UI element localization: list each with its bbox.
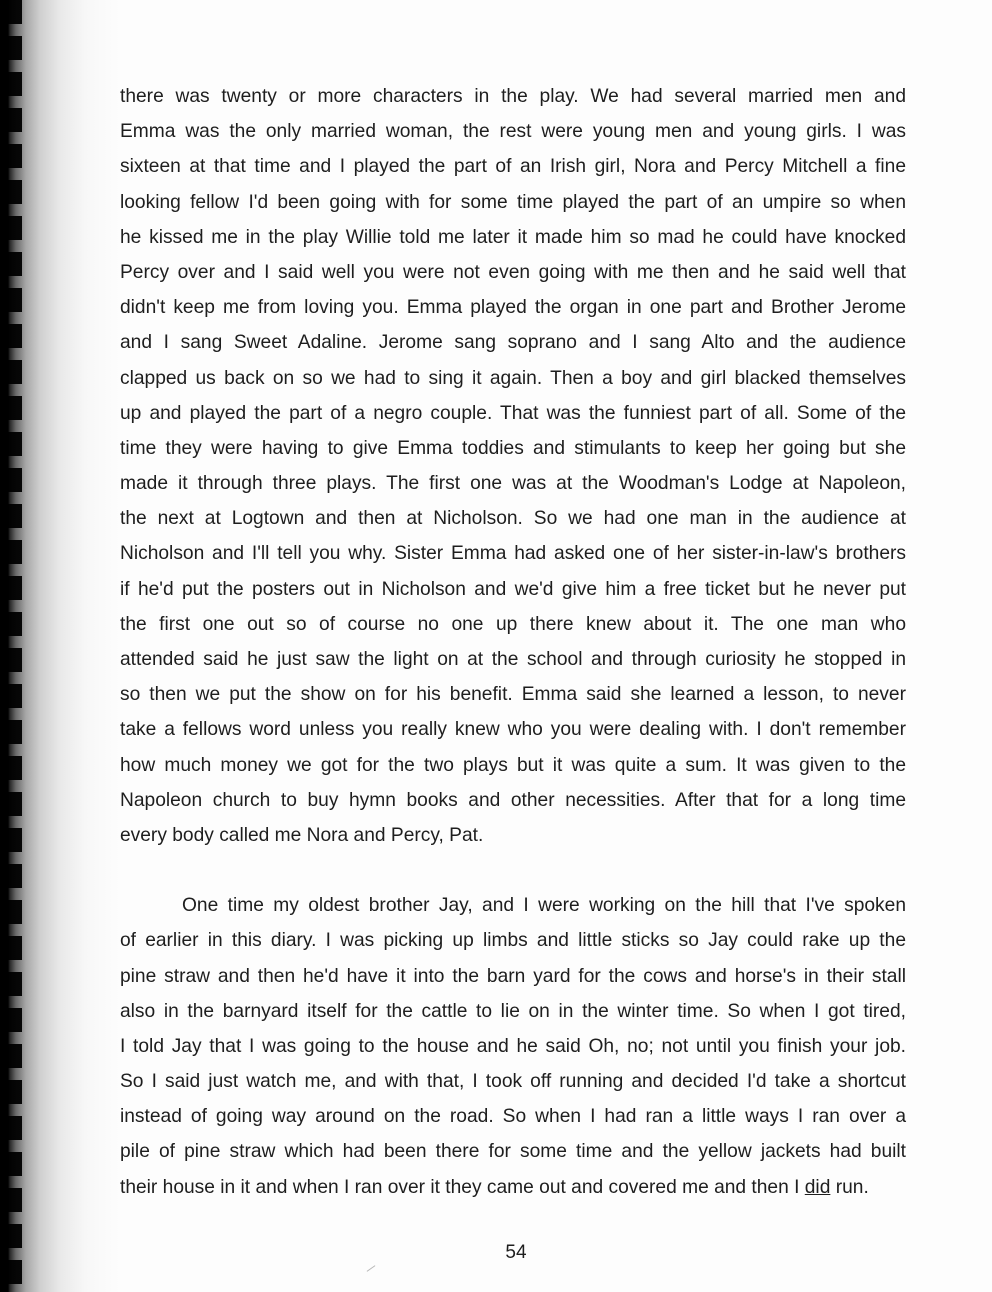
text-line: and I sang Sweet Adaline. Jerome sang soprano and I sang Alto and the audience xyxy=(120,332,906,354)
text-line: instead of going way around on the road. So when I had ran a little ways I ran over a xyxy=(120,1106,906,1128)
text-line: Nicholson and I'll tell you why. Sister Emma had asked one of her sister-in-law's brothers xyxy=(120,543,906,565)
text-line: of earlier in this diary. I was picking up limbs and little sticks so Jay could rake up the xyxy=(120,930,906,952)
body-text xyxy=(120,79,906,1205)
text-line: the next at Logtown and then at Nicholson. So we had one man in the audience at xyxy=(120,508,906,530)
text-line: looking fellow I'd been going with for some time played the part of an umpire so when xyxy=(120,191,906,213)
text-line: how much money we got for the two plays but it was quite a sum. It was given to the xyxy=(120,754,906,776)
text-line: Napoleon church to buy hymn books and other necessities. After that for a long time xyxy=(120,789,906,811)
text-line: So I said just watch me, and with that, I took off running and decided I'd take a shortcut xyxy=(120,1071,906,1093)
paragraph-2 xyxy=(120,888,906,1170)
text-line: Emma was the only married woman, the rest were young men and young girls. I was xyxy=(120,121,906,143)
text-line: pine straw and then he'd have it into the barn yard for the cows and horse's in their stall xyxy=(120,965,906,987)
text-line: also in the barnyard itself for the cattle to lie on in the winter time. So when I got tired, xyxy=(120,1000,906,1022)
text-line: every body called me Nora and Percy, Pat. xyxy=(120,824,484,846)
text-line: pile of pine straw which had been there for some time and the yellow jackets had built xyxy=(120,1141,906,1163)
text-line: time they were having to give Emma toddies and stimulants to keep her going but she xyxy=(120,437,906,459)
text-line: made it through three plays. The first one was at the Woodman's Lodge at Napoleon, xyxy=(120,473,906,495)
paragraph-gap xyxy=(120,853,906,888)
paragraph-1 xyxy=(120,79,906,853)
text-line: sixteen at that time and I played the part of an Irish girl, Nora and Percy Mitchell a fine xyxy=(120,156,906,178)
text-line: One time my oldest brother Jay, and I were working on the hill that I've spoken xyxy=(182,895,906,917)
final-line xyxy=(120,1170,906,1205)
underlined-word: did xyxy=(804,1176,831,1198)
text-line: if he'd put the posters out in Nicholson and we'd give him a free ticket but he never put xyxy=(120,578,906,600)
text-line: so then we put the show on for his benefit. Emma said she learned a lesson, to never xyxy=(120,684,906,706)
final-line-end: run. xyxy=(830,1176,869,1198)
text-line: there was twenty or more characters in the play. We had several married men and xyxy=(120,86,906,107)
binding-notches xyxy=(0,0,22,1292)
text-line: the first one out so of course no one up there knew about it. The one man who xyxy=(120,613,906,635)
text-line: up and played the part of a negro couple. That was the funniest part of all. Some of the xyxy=(120,402,906,424)
text-line: attended said he just saw the light on at the school and through curiosity he stopped in xyxy=(120,649,906,670)
final-line-start: their house in it and when I ran over it they came out and covered me and then I xyxy=(120,1176,805,1198)
text-line: take a fellows word unless you really knew who you were dealing with. I don't remember xyxy=(120,719,906,741)
text-line: Percy over and I said well you were not even going with me then and he said well that xyxy=(120,261,906,283)
text-line: clapped us back on so we had to sing it again. Then a boy and girl blacked themselves xyxy=(120,367,906,389)
page-number: 54 xyxy=(505,1242,527,1263)
text-line: he kissed me in the play Willie told me later it made him so mad he could have knocked xyxy=(120,226,906,248)
text-line: didn't keep me from loving you. Emma played the organ in one part and Brother Jerome xyxy=(120,297,906,319)
text-line: I told Jay that I was going to the house and he said Oh, no; not until you finish your job. xyxy=(120,1035,906,1057)
pen-mark xyxy=(367,1265,376,1272)
